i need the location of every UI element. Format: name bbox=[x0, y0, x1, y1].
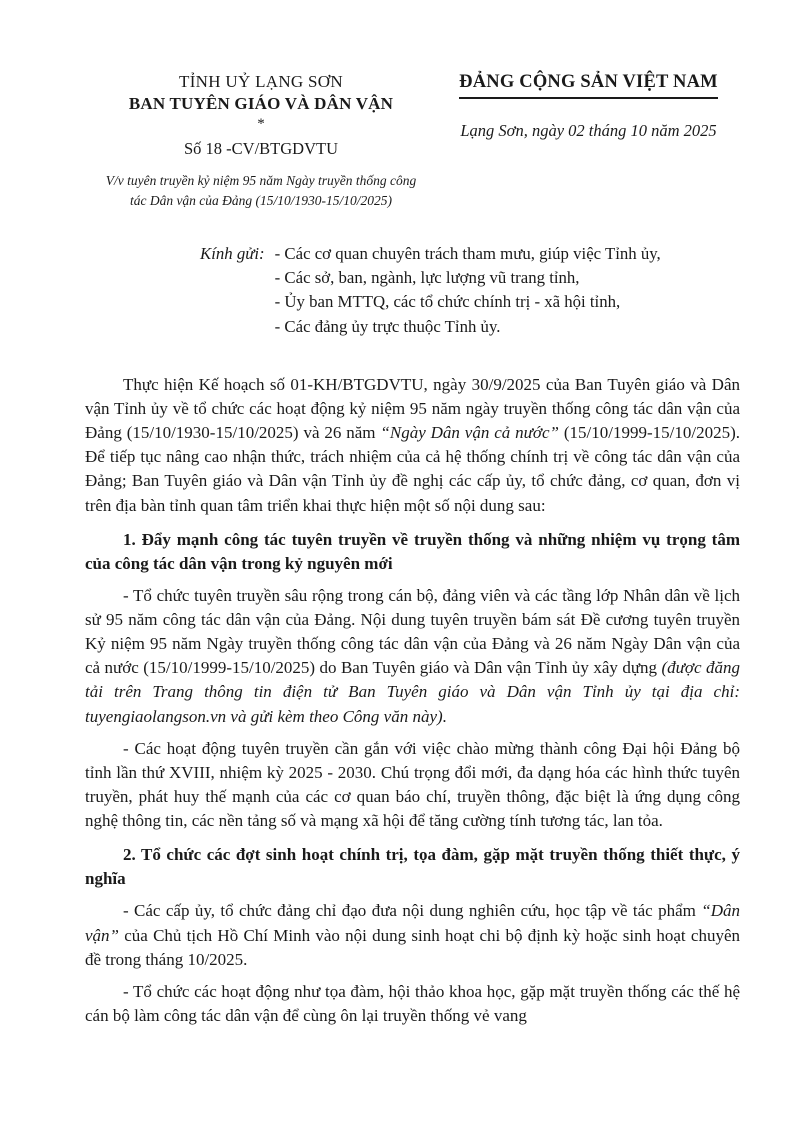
org-parent-name: TỈNH UỶ LẠNG SƠN bbox=[179, 72, 343, 91]
paragraph-text: - Tổ chức tuyên truyền sâu rộng trong cán bộ, đảng viên và các tầng lớp Nhân dân về lịch sử 95 năm công tác dân vận của Đảng. Nội dung tuyên truyền bám sát Đề cương tuyên truyền Kỷ niệm 95 năm Ngày truyền thống công tác dân vận của Đảng và 26 năm Ngày Dân vận của cả nước (15/10/1999-15/10/2025) do Ban Tuyên giáo và Dân vận Tỉnh ủy xây dựng bbox=[85, 585, 740, 678]
recipient-line: - Các đảng ủy trực thuộc Tỉnh ủy. bbox=[274, 316, 501, 336]
org-name: BAN TUYÊN GIÁO VÀ DÂN VẬN bbox=[128, 94, 394, 113]
place-dateline: Lạng Sơn, ngày 02 tháng 10 năm 2025 bbox=[460, 121, 717, 140]
issuing-org-block bbox=[85, 72, 437, 212]
paragraph-text: của Chủ tịch Hồ Chí Minh vào nội dung sinh hoạt chi bộ định kỳ hoặc sinh hoạt chuyên đề trong tháng 10/2025. bbox=[85, 925, 740, 969]
section-2-heading: 2. Tổ chức các đợt sinh hoạt chính trị, tọa đàm, gặp mặt truyền thống thiết thực, ý nghĩa bbox=[85, 845, 740, 889]
quoted-italic-text: “Ngày Dân vận cả nước” bbox=[380, 423, 559, 443]
doc-number: Số 18 -CV/BTGDVTU bbox=[183, 139, 338, 158]
section-2-paragraph-2: - Tổ chức các hoạt động như tọa đàm, hội thảo khoa học, gặp mặt truyền thống các thế hệ cán bộ làm công tác dân vận để cùng ôn lại truyền thống vẻ vang bbox=[85, 981, 740, 1025]
document-body bbox=[85, 373, 740, 1028]
quoted-italic-text: “Dân vận” bbox=[85, 901, 740, 945]
section-2-paragraph-1 bbox=[85, 899, 740, 971]
paragraph-text: Thực hiện Kế hoạch số 01-KH/BTGDVTU, ngày 30/9/2025 của Ban Tuyên giáo và Dân vận Tỉnh ủy về tổ chức các hoạt động kỷ niệm 95 năm ngày truyền thống công tác dân vận của Đảng (15/10/1930-15/10/2025) và 26 năm bbox=[85, 374, 740, 443]
recipient-line: - Các cơ quan chuyên trách tham mưu, giúp việc Tỉnh ủy, bbox=[274, 243, 661, 263]
section-1-paragraph-2: - Các hoạt động tuyên truyền cần gắn với việc chào mừng thành công Đại hội Đảng bộ tỉnh lần thứ XVIII, nhiệm kỳ 2025 - 2030. Chú trọng đổi mới, đa dạng hóa các hình thức tuyên truyền, phát huy thế mạnh của các cơ quan báo chí, truyền thông, đặc biệt là ứng dụng công nghệ thông tin, các nền tảng số và mạng xã hội để tăng cường tính tương tác, lan tỏa. bbox=[85, 738, 740, 830]
star-separator: * bbox=[257, 116, 265, 132]
recipient-line: - Các sở, ban, ngành, lực lượng vũ trang tỉnh, bbox=[274, 267, 580, 287]
recipients-list bbox=[275, 242, 740, 339]
paragraph-text: (15/10/1999-15/10/2025). Để tiếp tục nâng cao nhận thức, trách nhiệm của cả hệ thống chính trị về công tác dân vận của Đảng; Ban Tuyên giáo và Dân vận Tỉnh ủy đề nghị các cấp ủy, tổ chức đảng, cơ quan, đơn vị trên địa bàn tỉnh quan tâm triển khai thực hiện một số nội dung sau: bbox=[85, 423, 740, 515]
recipient-line: - Ủy ban MTTQ, các tổ chức chính trị - xã hội tỉnh, bbox=[274, 292, 621, 312]
national-header-block bbox=[437, 72, 740, 141]
doc-subject: V/v tuyên truyền kỷ niệm 95 năm Ngày truyền thống công tác Dân vận của Đảng (15/10/1930-15/10/2025) bbox=[105, 173, 417, 209]
section-1-heading: 1. Đẩy mạnh công tác tuyên truyền về truyền thống và những nhiệm vụ trọng tâm của công tác dân vận trong kỷ nguyên mới bbox=[85, 529, 740, 573]
section-1-paragraph-1 bbox=[85, 584, 740, 729]
parenthetical-italic-text: (được đăng tải trên Trang thông tin điện tử Ban Tuyên giáo và Dân vận Tỉnh ủy tại địa chỉ: tuyengiaolangson.vn và gửi kèm theo Công văn này). bbox=[85, 658, 740, 726]
recipients-block bbox=[200, 242, 740, 339]
opening-paragraph bbox=[85, 373, 740, 518]
party-name-heading: ĐẢNG CỘNG SẢN VIỆT NAM bbox=[459, 72, 718, 99]
recipients-label: Kính gửi: bbox=[200, 243, 265, 263]
paragraph-text: - Các cấp ủy, tổ chức đảng chỉ đạo đưa nội dung nghiên cứu, học tập về tác phẩm bbox=[123, 901, 702, 921]
document-header bbox=[85, 72, 740, 212]
